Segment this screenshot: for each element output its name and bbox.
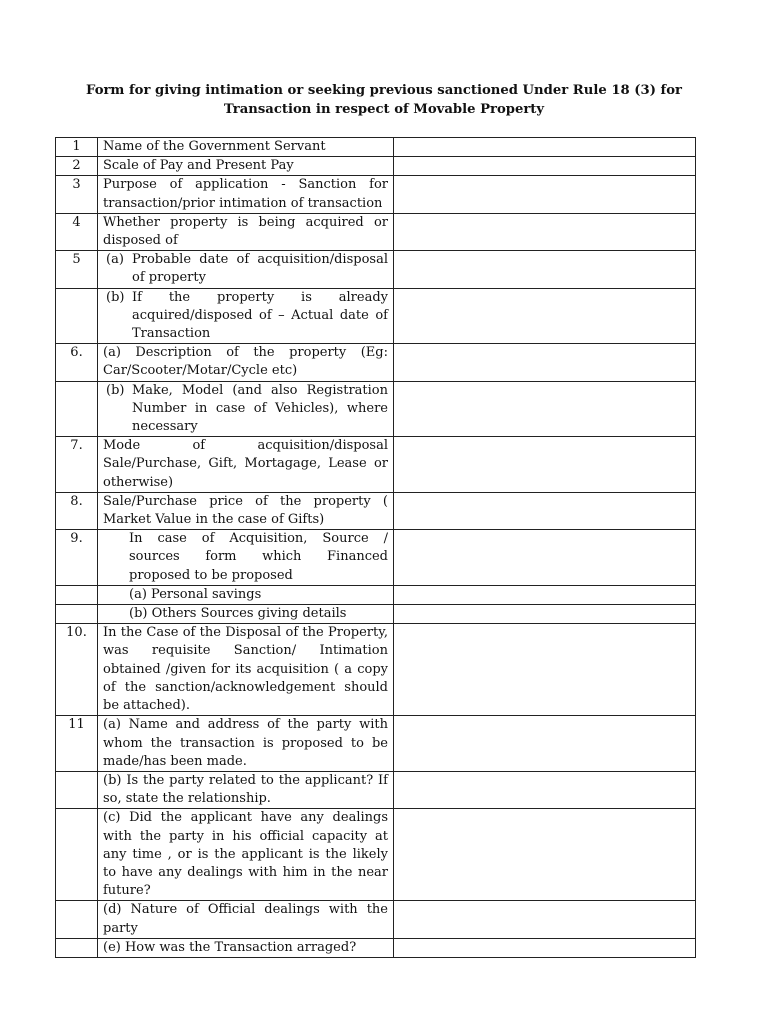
answer-cell[interactable] bbox=[394, 176, 696, 213]
row-number: 4 bbox=[56, 213, 98, 250]
row-number bbox=[56, 585, 98, 604]
row-description: Name of the Government Servant bbox=[98, 138, 394, 157]
row-description bbox=[98, 288, 394, 344]
answer-cell[interactable] bbox=[394, 809, 696, 901]
table-row bbox=[56, 492, 696, 529]
row-description: (d) Nature of Official dealings with the party bbox=[98, 901, 394, 938]
row-description bbox=[98, 585, 394, 604]
row-number: 10. bbox=[56, 624, 98, 716]
table-row bbox=[56, 176, 696, 213]
answer-cell[interactable] bbox=[394, 381, 696, 437]
row-number: 1 bbox=[56, 138, 98, 157]
answer-cell[interactable] bbox=[394, 288, 696, 344]
row-description: Whether property is being acquired or disposed of bbox=[98, 213, 394, 250]
row-number: 7. bbox=[56, 437, 98, 493]
row-description: (b) Is the party related to the applicant? If so, state the relationship. bbox=[98, 771, 394, 808]
form-title-line-1: Form for giving intimation or seeking previous sanctioned Under Rule 18 (3) for bbox=[86, 83, 682, 98]
form-table bbox=[55, 137, 696, 958]
row-description: Purpose of application - Sanction for transaction/prior intimation of transaction bbox=[98, 176, 394, 213]
form-title bbox=[60, 81, 708, 119]
row-description bbox=[98, 605, 394, 624]
table-row bbox=[56, 809, 696, 901]
row-text: (e) How was the Transaction arraged? bbox=[103, 939, 357, 955]
table-row bbox=[56, 157, 696, 176]
row-text: Probable date of acquisition/disposal of property bbox=[132, 252, 388, 286]
row-description: Sale/Purchase price of the property ( Market Value in the case of Gifts) bbox=[98, 492, 394, 529]
row-description: (a) Description of the property (Eg: Car/Scooter/Motar/Cycle etc) bbox=[98, 344, 394, 381]
row-text: (b) Others Sources giving details bbox=[129, 606, 347, 622]
row-text: (a) Personal savings bbox=[129, 586, 262, 602]
table-row bbox=[56, 605, 696, 624]
table-row bbox=[56, 771, 696, 808]
row-number bbox=[56, 901, 98, 938]
table-row bbox=[56, 901, 696, 938]
table-row bbox=[56, 585, 696, 604]
row-number: 3 bbox=[56, 176, 98, 213]
row-number: 5 bbox=[56, 251, 98, 288]
row-description: Mode of acquisition/disposal Sale/Purchase, Gift, Mortagage, Lease or otherwise) bbox=[98, 437, 394, 493]
row-description: In the Case of the Disposal of the Property, was requisite Sanction/ Intimation obtained /given for its acquisition ( a copy of the sanction/acknowledgement should be attached). bbox=[98, 624, 394, 716]
row-number: 9. bbox=[56, 530, 98, 586]
table-row bbox=[56, 381, 696, 437]
table-row bbox=[56, 437, 696, 493]
row-description bbox=[98, 251, 394, 288]
row-description bbox=[98, 381, 394, 437]
answer-cell[interactable] bbox=[394, 716, 696, 772]
row-marker: (b) bbox=[106, 289, 125, 305]
row-description: Scale of Pay and Present Pay bbox=[98, 157, 394, 176]
table-row bbox=[56, 938, 696, 957]
table-row bbox=[56, 213, 696, 250]
answer-cell[interactable] bbox=[394, 157, 696, 176]
answer-cell[interactable] bbox=[394, 437, 696, 493]
table-row bbox=[56, 288, 696, 344]
row-number: 8. bbox=[56, 492, 98, 529]
table-row bbox=[56, 530, 696, 586]
form-title-line-2: Transaction in respect of Movable Property bbox=[223, 102, 545, 117]
answer-cell[interactable] bbox=[394, 344, 696, 381]
row-number: 11 bbox=[56, 716, 98, 772]
row-number bbox=[56, 605, 98, 624]
answer-cell[interactable] bbox=[394, 624, 696, 716]
answer-cell[interactable] bbox=[394, 771, 696, 808]
table-row bbox=[56, 344, 696, 381]
answer-cell[interactable] bbox=[394, 901, 696, 938]
row-description: (a) Name and address of the party with whom the transaction is proposed to be made/has been made. bbox=[98, 716, 394, 772]
table-row bbox=[56, 251, 696, 288]
row-marker: (a) bbox=[106, 252, 124, 268]
row-number bbox=[56, 288, 98, 344]
row-number bbox=[56, 938, 98, 957]
answer-cell[interactable] bbox=[394, 605, 696, 624]
answer-cell[interactable] bbox=[394, 492, 696, 529]
answer-cell[interactable] bbox=[394, 585, 696, 604]
row-number bbox=[56, 381, 98, 437]
answer-cell[interactable] bbox=[394, 530, 696, 586]
answer-cell[interactable] bbox=[394, 938, 696, 957]
row-text: In case of Acquisition, Source / sources form which Financed proposed to be proposed bbox=[129, 531, 388, 583]
row-number bbox=[56, 771, 98, 808]
table-row bbox=[56, 624, 696, 716]
table-row bbox=[56, 716, 696, 772]
row-number bbox=[56, 809, 98, 901]
row-text: Make, Model (and also Registration Number in case of Vehicles), where necessary bbox=[132, 382, 388, 435]
row-description: (c) Did the applicant have any dealings with the party in his official capacity at any time , or is the applicant is the likely to have any dealings with him in the near future? bbox=[98, 809, 394, 901]
table-row bbox=[56, 138, 696, 157]
answer-cell[interactable] bbox=[394, 213, 696, 250]
row-description bbox=[98, 938, 394, 957]
row-marker: (b) bbox=[106, 382, 125, 398]
row-text: If the property is already acquired/disposed of – Actual date of Transaction bbox=[132, 289, 388, 342]
row-number: 2 bbox=[56, 157, 98, 176]
answer-cell[interactable] bbox=[394, 138, 696, 157]
answer-cell[interactable] bbox=[394, 251, 696, 288]
row-number: 6. bbox=[56, 344, 98, 381]
row-description bbox=[98, 530, 394, 586]
